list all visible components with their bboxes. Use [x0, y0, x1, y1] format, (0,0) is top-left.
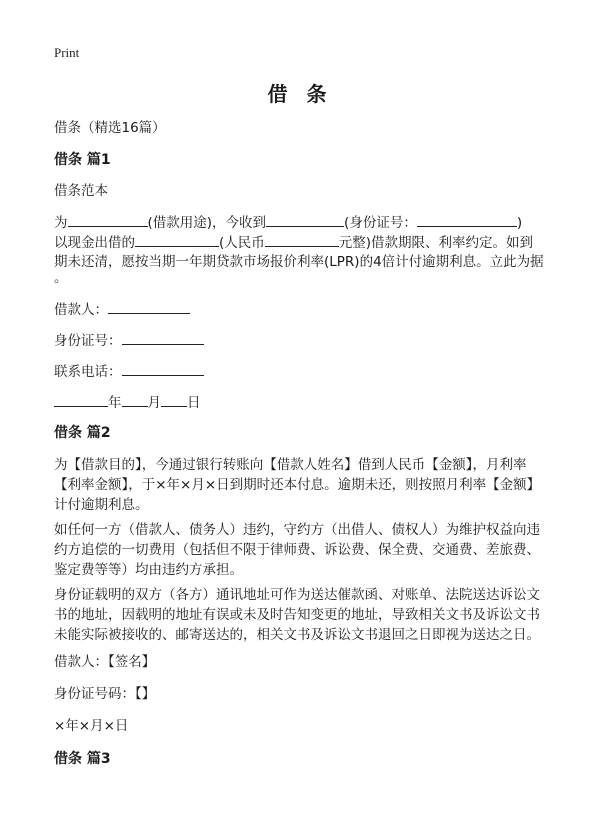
- borrower-label: 借款人：: [54, 302, 108, 318]
- s1-line-3: 期未还清，愿按当期一年期贷款市场报价利率(LPR)的4倍计付逾期利息。立此为据: [54, 254, 544, 270]
- s1-l1-d: ): [516, 215, 523, 231]
- section-1-heading: 借条 篇1: [54, 152, 111, 168]
- document-title: 借 条: [267, 82, 333, 106]
- blank-rmb: [265, 232, 339, 247]
- s2-p1-line-3: 计付逾期利息。: [54, 497, 149, 513]
- month-blank: [122, 392, 148, 407]
- section-3-heading: 借条 篇3: [54, 751, 111, 767]
- s1-line-1: [54, 212, 554, 233]
- print-link[interactable]: Print: [54, 45, 80, 60]
- s2-id-code: 身份证号码：【】: [54, 686, 156, 702]
- phone-blank: [122, 361, 204, 376]
- s2-p3-line-2: 书的地址，因载明的地址有误或未及时告知变更的地址，导致相关文书及诉讼文书: [54, 607, 540, 623]
- id-label: 身份证号：: [54, 333, 122, 349]
- s2-p1-line-2: 【利率金额】，于×年×月×日到期时还本付息。逾期未还，则按照月利率【金额】: [54, 477, 541, 493]
- section-1-label: 借条范本: [54, 183, 108, 199]
- phone-label: 联系电话：: [54, 364, 122, 380]
- s2-paragraph-1: [54, 455, 550, 515]
- s1-l1-a: 为: [54, 215, 68, 231]
- document-subtitle: 借条（精选16篇）: [54, 120, 166, 136]
- borrower-blank: [108, 299, 190, 314]
- s2-paragraph-3: [54, 585, 550, 645]
- s1-l2-c: 元整)借款期限、利率约定。如到: [338, 235, 534, 251]
- id-blank: [122, 330, 204, 345]
- s1-l2-a: 以现金出借的: [54, 235, 135, 251]
- s2-p2-line-1: 如任何一方（借款人、债务人）违约，守约方（出借人、债权人）为维护权益向违: [54, 522, 540, 538]
- s2-p2-line-2: 约方追偿的一切费用（包括但不限于律师费、诉讼费、保全费、交通费、差旅费、: [54, 542, 540, 558]
- blank-id-number: [417, 212, 517, 227]
- s2-p1-line-1: 为【借款目的】，今通过银行转账向【借款人姓名】借到人民币【金额】，月利率: [54, 457, 527, 473]
- s1-line-4: 。: [54, 270, 68, 286]
- s2-paragraph-2: [54, 520, 550, 580]
- s2-date: ×年×月×日: [54, 718, 129, 734]
- day-blank: [161, 392, 187, 407]
- year-label: 年: [108, 395, 122, 411]
- section-2-heading: 借条 篇2: [54, 425, 111, 441]
- phone-row: [54, 361, 554, 382]
- month-label: 月: [147, 395, 161, 411]
- blank-lender: [266, 212, 344, 227]
- blank-purpose: [68, 212, 148, 227]
- s2-p3-line-3: 未能实际被接收的、邮寄送达的，相关文书及诉讼文书退回之日即视为送达之日。: [54, 627, 540, 643]
- day-label: 日: [187, 395, 201, 411]
- s2-p2-line-3: 鉴定费等等）均由违约方承担。: [54, 562, 243, 578]
- s1-l2-b: (人民币: [219, 235, 265, 251]
- s1-l1-c: (身份证号：: [344, 215, 417, 231]
- s2-borrower-sign: 借款人：【签名】: [54, 654, 156, 670]
- year-blank: [54, 392, 108, 407]
- s2-p3-line-1: 身份证载明的双方（各方）通讯地址可作为送达催款函、对账单、法院送达诉讼文: [54, 587, 540, 603]
- id-row: [54, 330, 554, 351]
- s1-line-2: [54, 232, 554, 253]
- s1-l1-b: (借款用途)，今收到: [147, 215, 267, 231]
- date-row: [54, 392, 554, 413]
- blank-amount: [135, 232, 219, 247]
- borrower-row: [54, 299, 554, 320]
